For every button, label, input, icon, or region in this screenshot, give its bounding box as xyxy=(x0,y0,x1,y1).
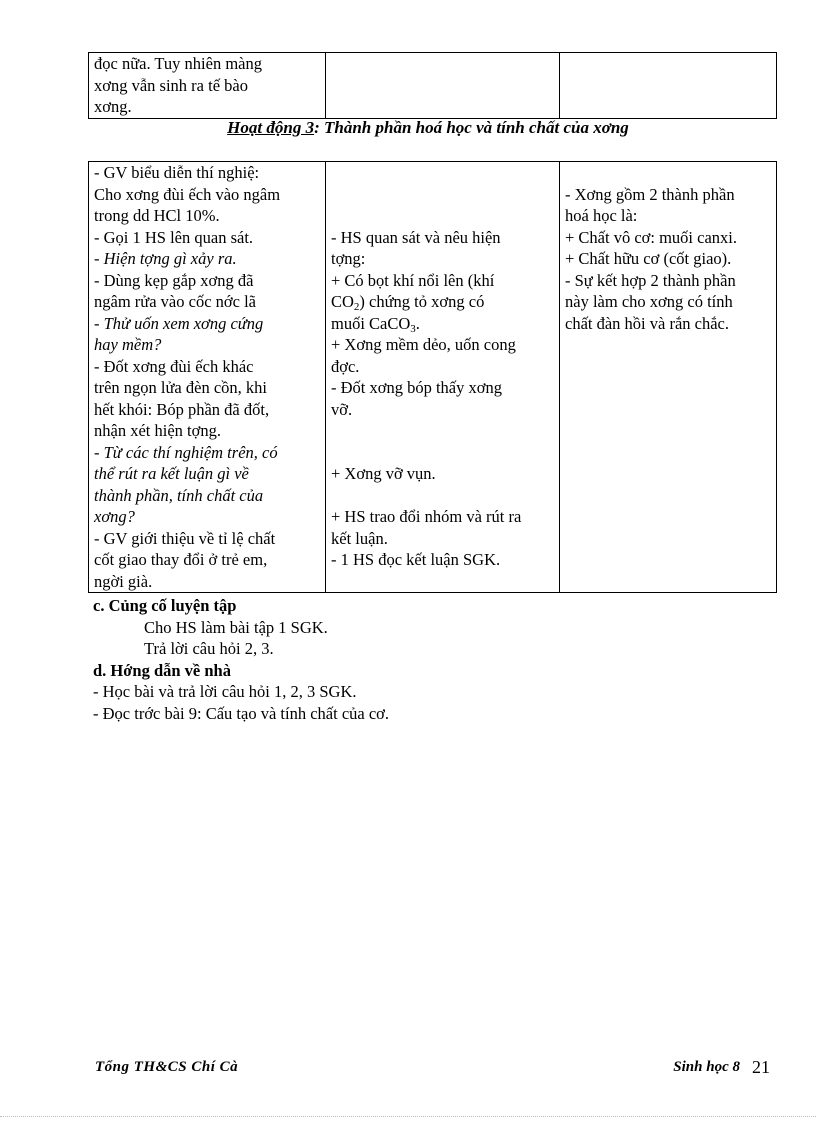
student-activity-line xyxy=(331,184,554,206)
student-activity-line: + Xơng mềm dẻo, uốn cong xyxy=(331,335,516,354)
student-activity-line xyxy=(331,205,554,227)
student-activity-line: muối CaCO$_3$. xyxy=(331,313,420,335)
student-activity-line: tợng: xyxy=(331,249,366,268)
student-activity-line: - Đốt xơng bóp thấy xơng xyxy=(331,378,502,397)
content-line: chất đàn hồi và rắn chắc. xyxy=(565,313,730,333)
student-activity-line xyxy=(331,485,554,507)
cell-line: xơng. xyxy=(94,97,132,116)
footer-subject: Sinh học 8 xyxy=(673,1059,740,1075)
teacher-activity-line: trong dd HCl 10%. xyxy=(94,206,220,225)
top-table-cell-student xyxy=(326,53,560,119)
teacher-activity-line: - Hiện tợng gì xảy ra. xyxy=(94,249,237,268)
content-line: + Chất hữu cơ (cốt giao). xyxy=(565,249,732,268)
homework-item: - Đọc trớc bài 9: Cấu tạo và tính chất của cơ. xyxy=(93,703,390,723)
content-line: - Sự kết hợp 2 thành phần xyxy=(565,270,736,290)
teacher-activity-line: - Gọi 1 HS lên quan sát. xyxy=(94,227,254,247)
teacher-activity-line: - Thử uốn xem xơng cứng xyxy=(94,313,264,333)
teacher-activity-line: xơng? xyxy=(94,507,135,526)
teacher-activity-line: thể rút ra kết luận gì về xyxy=(94,464,249,483)
content-line: này làm cho xơng có tính xyxy=(565,292,733,311)
consolidation-item: Trả lời câu hỏi 2, 3. xyxy=(144,639,274,658)
page-edge xyxy=(0,1116,816,1117)
top-table xyxy=(88,52,777,119)
content-cell xyxy=(560,162,777,593)
teacher-activity-line: thành phần, tính chất của xyxy=(94,485,264,505)
teacher-activity-line: trên ngọn lửa đèn cồn, khi xyxy=(94,378,267,397)
cell-line: đọc nữa. Tuy nhiên màng xyxy=(94,54,262,73)
teacher-activity-line: ngời già. xyxy=(94,571,153,591)
teacher-activity-line: hết khói: Bóp phần đã đốt, xyxy=(94,399,270,419)
student-activity-line: + Xơng vỡ vụn. xyxy=(331,464,436,483)
activity-label: Hoạt động 3 xyxy=(227,118,315,137)
teacher-activity-line: nhận xét hiện tợng. xyxy=(94,421,221,440)
teacher-activity-line: ngâm rửa vào cốc nớc lã xyxy=(94,292,256,311)
activity-title: : Thành phần hoá học và tính chất của xơng xyxy=(314,118,629,137)
student-activity-line xyxy=(331,162,554,184)
student-activity-line: - 1 HS đọc kết luận SGK. xyxy=(331,550,501,569)
teacher-activity-line: - Dùng kẹp gắp xơng đã xyxy=(94,270,254,290)
content-line: hoá học là: xyxy=(565,206,638,225)
consolidation-heading: c. Củng cố luyện tập xyxy=(93,596,237,615)
top-table-cell-content xyxy=(560,53,777,119)
student-activity-line: đợc. xyxy=(331,356,360,376)
teacher-activity-line: - Từ các thí nghiệm trên, có xyxy=(94,442,278,462)
section-title xyxy=(0,118,816,138)
content-line xyxy=(565,162,771,184)
top-table-cell-teacher xyxy=(89,53,326,119)
student-activity-line: $CO_2$) chứng tỏ xơng có xyxy=(331,292,485,313)
table-row xyxy=(89,162,777,593)
consolidation-item: Cho HS làm bài tập 1 SGK. xyxy=(144,617,328,637)
cell-line: xơng vẫn sinh ra tế bào xyxy=(94,75,248,95)
student-activity-cell xyxy=(326,162,560,593)
teacher-activity-line: - GV giới thiệu về tỉ lệ chất xyxy=(94,528,276,548)
student-activity-line: + Có bọt khí nổi lên (khí xyxy=(331,270,495,290)
teacher-activity-cell xyxy=(89,162,326,593)
student-activity-line: vỡ. xyxy=(331,399,353,419)
content-line: - Xơng gồm 2 thành phần xyxy=(565,184,735,204)
content-line: + Chất vô cơ: muối canxi. xyxy=(565,227,738,247)
student-activity-line xyxy=(331,420,554,442)
homework-item: - Học bài và trả lời câu hỏi 1, 2, 3 SGK. xyxy=(93,682,357,701)
student-activity-line: - HS quan sát và nêu hiện xyxy=(331,227,501,247)
footer-school: Tổng TH&CS Chí Cà xyxy=(95,1059,239,1075)
teacher-activity-line: hay mềm? xyxy=(94,335,162,354)
activity-table xyxy=(88,161,777,593)
table-row xyxy=(89,53,777,119)
page-footer xyxy=(95,1057,770,1081)
page-number: 21 xyxy=(752,1057,770,1077)
teacher-activity-line: cốt giao thay đổi ở trẻ em, xyxy=(94,550,268,569)
student-activity-line: kết luận. xyxy=(331,528,388,548)
teacher-activity-line: - GV biểu diễn thí nghiệ: xyxy=(94,163,260,182)
teacher-activity-line: - Đốt xơng đùi ếch khác xyxy=(94,356,254,376)
lesson-closing xyxy=(93,595,389,724)
homework-heading: d. Hớng dẫn về nhà xyxy=(93,660,231,680)
teacher-activity-line: Cho xơng đùi ếch vào ngâm xyxy=(94,184,281,204)
student-activity-line xyxy=(331,442,554,464)
student-activity-line: + HS trao đổi nhóm và rút ra xyxy=(331,507,522,526)
